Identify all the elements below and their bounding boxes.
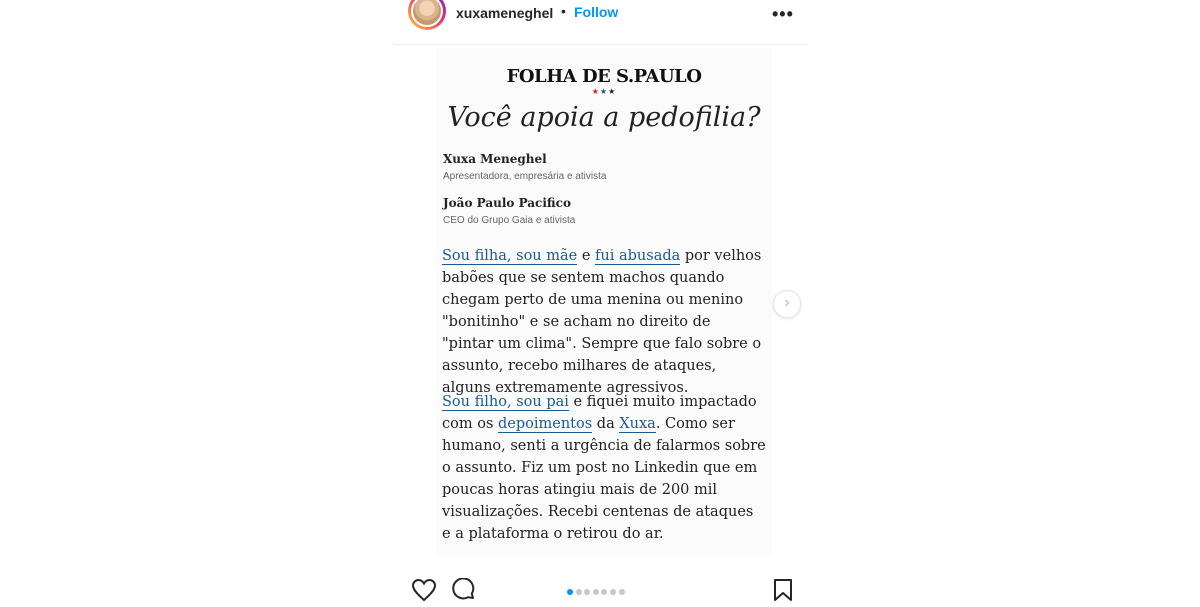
author-description: CEO do Grupo Gaia e ativista: [443, 215, 576, 226]
paragraph-text: da: [592, 416, 620, 432]
newspaper-masthead: FOLHA DE S.PAULO: [506, 66, 702, 87]
avatar[interactable]: [408, 0, 446, 30]
follow-button[interactable]: Follow: [574, 4, 619, 20]
carousel-dot: [593, 589, 599, 595]
paragraph-text: . Como ser humano, senti a urgência de falarmos sobre o assunto. Fiz um post no Linkedin que em poucas horas atingiu mais de 200 mil visualizações. Recebi centenas de ataques e a plataforma o retirou do ar.: [442, 416, 766, 542]
comment-icon[interactable]: [451, 578, 477, 607]
paragraph-text: e fiquei muito impactado com os: [442, 394, 757, 432]
bookmark-icon[interactable]: [772, 578, 794, 607]
author-block: [443, 152, 743, 182]
article-link: Sou filha, sou mãe: [442, 248, 578, 264]
article-paragraph: [442, 245, 766, 399]
carousel-dot: [567, 589, 573, 595]
carousel-dot: [576, 589, 582, 595]
paragraph-text: por velhos babões que se sentem machos quando chegam perto de uma menina ou menino "bonitinho" e se acham no direito de "pintar um clima". Sempre que falo sobre o assunto, recebo milhares de ataques, alguns extremamente agressivos.: [442, 248, 762, 396]
author-block: [443, 196, 743, 226]
chevron-right-icon[interactable]: ›: [773, 290, 801, 318]
carousel-dot: [610, 589, 616, 595]
username-link[interactable]: xuxameneghel: [456, 5, 554, 21]
article-link: Sou filho, sou pai: [442, 394, 569, 410]
star-icon: ★: [599, 87, 609, 96]
star-icon: ★: [608, 87, 617, 96]
separator-dot: •: [561, 3, 566, 19]
article-link: depoimentos: [498, 416, 593, 432]
author-name: Xuxa Meneghel: [443, 152, 547, 166]
author-description: Apresentadora, empresária e ativista: [443, 171, 607, 182]
carousel-dot: [619, 589, 625, 595]
carousel-indicator: [567, 582, 627, 588]
heart-icon[interactable]: [411, 578, 437, 607]
article-headline: Você apoia a pedofilia?: [447, 102, 761, 133]
star-icon: ★: [591, 87, 600, 96]
post-image-article: [436, 48, 772, 556]
more-options-icon[interactable]: •••: [772, 4, 794, 24]
carousel-dot: [601, 589, 607, 595]
author-name: João Paulo Pacifico: [443, 196, 571, 210]
article-link: fui abusada: [595, 248, 681, 264]
article-paragraph: [442, 391, 766, 545]
carousel-dot: [584, 589, 590, 595]
avatar-image: [411, 0, 443, 27]
paragraph-text: e: [577, 248, 596, 264]
post-header: [394, 0, 808, 45]
masthead-stars: [436, 87, 772, 96]
article-link: Xuxa: [619, 416, 656, 432]
